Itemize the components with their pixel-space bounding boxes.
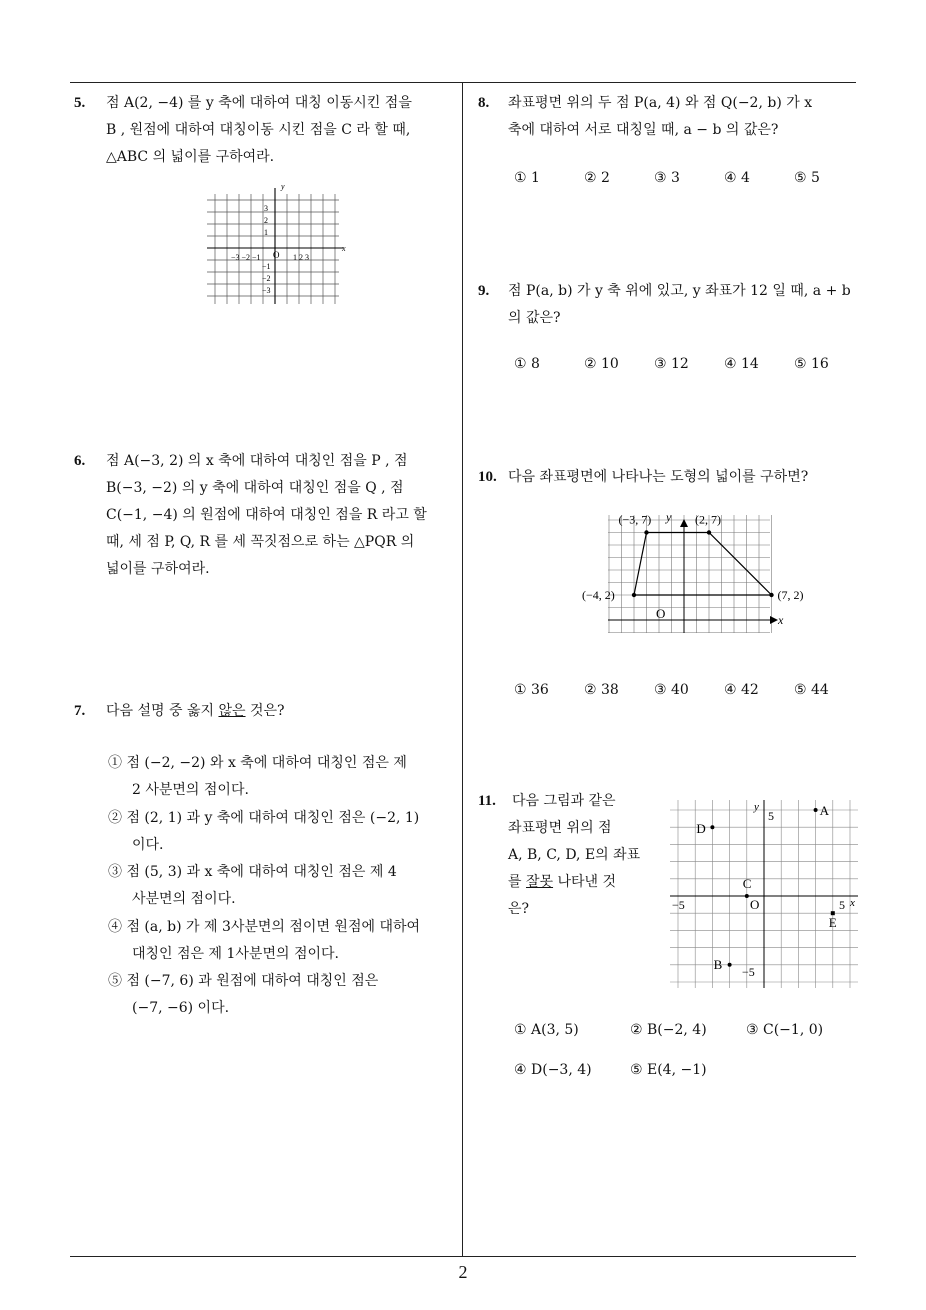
- point-label: A: [819, 803, 829, 818]
- point-A: [814, 808, 818, 812]
- stem-underlined: 않은: [218, 703, 246, 719]
- question-6: [74, 448, 454, 588]
- vertex-label: (−3, 7): [618, 512, 652, 527]
- choice-5[interactable]: ⑤ E(4, −1): [630, 1062, 707, 1078]
- q7-options: [108, 750, 448, 1030]
- x-axis-label: x: [342, 244, 346, 253]
- question-text-line: 때, 세 점 P, Q, R 를 세 꼭짓점으로 하는 △PQR 의: [106, 534, 415, 550]
- question-text-line: 축에 대하여 서로 대칭일 때, a − b 의 값은?: [508, 122, 779, 138]
- choice-5[interactable]: ⑤ 44: [794, 682, 829, 698]
- question-number: 5.: [74, 95, 86, 111]
- vertex-point: [632, 593, 636, 597]
- choice-2[interactable]: ② 2: [584, 170, 610, 186]
- x-axis-label: x: [778, 613, 784, 627]
- question-number: 7.: [74, 703, 86, 719]
- y-tick-label: −1: [262, 262, 271, 271]
- question-text-line: △ABC 의 넓이를 구하여라.: [106, 149, 275, 165]
- choice-1[interactable]: ① 36: [514, 682, 549, 698]
- question-text-line: 은?: [508, 901, 530, 917]
- vertex-point: [769, 593, 773, 597]
- y-tick-label: −3: [262, 286, 271, 295]
- option-text: ⑤ 점 (−7, 6) 과 원점에 대하여 대칭인 점은: [108, 973, 379, 989]
- option-3[interactable]: [108, 859, 397, 886]
- choice-4[interactable]: ④ 4: [724, 170, 750, 186]
- question-10: [478, 464, 858, 494]
- stem-text: 것은?: [245, 703, 285, 719]
- question-text-line: B , 원점에 대하여 대칭이동 시킨 점을 C 라 할 때,: [106, 122, 411, 138]
- y-axis-label: y: [754, 801, 759, 813]
- question-9: [478, 278, 858, 338]
- option-3-cont: [132, 886, 236, 913]
- x-tick-positive: 5: [839, 898, 845, 912]
- stem-text: 다음 설명 중 옳지: [106, 703, 219, 719]
- option-text: (−7, −6) 이다.: [132, 1000, 230, 1016]
- q11-coordinate-figure: [668, 798, 860, 990]
- point-label: B: [713, 956, 723, 972]
- question-text-line: 좌표평면 위의 점: [508, 820, 612, 836]
- option-4[interactable]: [108, 914, 420, 941]
- vertex-label: (2, 7): [695, 512, 721, 527]
- question-text-line: [508, 869, 616, 896]
- stem-underlined: 잘못: [525, 874, 554, 890]
- question-number: 11.: [478, 793, 496, 809]
- y-tick-positive: 5: [768, 809, 774, 823]
- question-text-line: C(−1, −4) 의 원점에 대하여 대칭인 점을 R 라고 할: [106, 507, 427, 523]
- origin-label: O: [750, 897, 760, 912]
- choice-5[interactable]: ⑤ 5: [794, 170, 820, 186]
- question-text-line: A, B, C, D, E의 좌표: [508, 847, 641, 863]
- choice-5[interactable]: ⑤ 16: [794, 356, 829, 372]
- vertex-point: [644, 530, 648, 534]
- option-5[interactable]: [108, 968, 378, 995]
- question-text-line: 다음 좌표평면에 나타나는 도형의 넓이를 구하면?: [508, 469, 809, 485]
- y-tick-label: 2: [264, 216, 268, 225]
- question-text-line: 좌표평면 위의 두 점 P(a, 4) 와 점 Q(−2, b) 가 x: [508, 95, 813, 111]
- question-number: 9.: [478, 283, 490, 299]
- x-axis-arrow: [770, 616, 778, 624]
- choice-2[interactable]: ② B(−2, 4): [630, 1022, 707, 1038]
- x-tick-labels-negative: −3 −2 −1: [231, 253, 261, 262]
- option-text: ④ 점 (a, b) 가 제 3사분면의 점이면 원점에 대하여: [108, 919, 421, 935]
- y-axis-label: y: [281, 182, 285, 191]
- question-stem: [106, 698, 285, 725]
- x-tick-labels-positive: 1 2 3: [293, 253, 309, 262]
- option-5-cont: [132, 995, 229, 1022]
- y-tick-label: −2: [262, 274, 271, 283]
- choice-1[interactable]: ① 1: [514, 170, 540, 186]
- question-text-line: B(−3, −2) 의 y 축에 대하여 대칭인 점을 Q , 점: [106, 480, 404, 496]
- question-8: [478, 90, 858, 150]
- top-rule: [70, 82, 856, 83]
- trapezoid-shape: [634, 533, 772, 596]
- stem-text: 를: [508, 874, 526, 890]
- choice-3[interactable]: ③ 40: [654, 682, 689, 698]
- point-B: [728, 963, 732, 967]
- page-number: 2: [458, 1262, 468, 1282]
- x-tick-negative: −5: [672, 898, 685, 912]
- question-number: 6.: [74, 453, 86, 469]
- y-tick-negative: −5: [742, 965, 755, 979]
- q5-coordinate-grid: [205, 180, 355, 308]
- option-1-cont: [132, 777, 249, 804]
- point-D: [710, 825, 714, 829]
- choice-3[interactable]: ③ 3: [654, 170, 680, 186]
- option-4-cont: [132, 941, 339, 968]
- option-text: ② 점 (2, 1) 과 y 축에 대하여 대칭인 점은 (−2, 1): [108, 810, 420, 826]
- option-2-cont: [132, 832, 164, 859]
- option-2[interactable]: [108, 805, 419, 832]
- point-C: [745, 894, 749, 898]
- choice-2[interactable]: ② 38: [584, 682, 619, 698]
- question-text-line: 점 P(a, b) 가 y 축 위에 있고, y 좌표가 12 일 때, a + b: [508, 283, 851, 299]
- choice-1[interactable]: ① 8: [514, 356, 540, 372]
- vertex-label: (−4, 2): [582, 588, 615, 602]
- question-text-line: 점 A(−3, 2) 의 x 축에 대하여 대칭인 점을 P , 점: [106, 453, 408, 469]
- option-text: ③ 점 (5, 3) 과 x 축에 대하여 대칭인 점은 제 4: [108, 864, 397, 880]
- question-text-line: 의 값은?: [508, 310, 561, 326]
- bottom-rule: [70, 1256, 856, 1257]
- q10-choices: [514, 682, 854, 702]
- y-tick-label: 3: [264, 204, 268, 213]
- point-label: D: [696, 821, 706, 837]
- vertex-point: [707, 530, 711, 534]
- q10-coordinate-figure: [560, 505, 804, 640]
- y-tick-label: 1: [264, 228, 268, 237]
- origin-label: O: [273, 250, 280, 260]
- question-text-line: 넓이를 구하여라.: [106, 561, 210, 577]
- option-1[interactable]: [108, 750, 407, 777]
- choice-3[interactable]: ③ C(−1, 0): [746, 1022, 824, 1038]
- question-number: 10.: [478, 469, 497, 485]
- question-number: 8.: [478, 95, 490, 111]
- choice-3[interactable]: ③ 12: [654, 356, 689, 372]
- q11-choices: [514, 1022, 854, 1092]
- option-text: 2 사분면의 점이다.: [132, 782, 249, 798]
- y-axis-label: y: [666, 510, 672, 524]
- q8-choices: [514, 170, 854, 190]
- origin-label: O: [656, 606, 666, 621]
- option-text: ① 점 (−2, −2) 와 x 축에 대하여 대칭인 점은 제: [108, 755, 407, 771]
- question-text-line: 다음 그림과 같은: [512, 793, 616, 809]
- choice-1[interactable]: ① A(3, 5): [514, 1022, 579, 1038]
- q9-choices: [514, 356, 854, 376]
- question-text-line: 점 A(2, −4) 를 y 축에 대하여 대칭 이동시킨 점을: [106, 95, 412, 111]
- choice-4[interactable]: ④ 14: [724, 356, 759, 372]
- option-text: 이다.: [132, 837, 164, 853]
- question-11: [478, 788, 658, 928]
- x-axis-label: x: [850, 897, 855, 909]
- stem-text: 나타낸 것: [553, 874, 617, 890]
- option-text: 사분면의 점이다.: [132, 891, 236, 907]
- point-label: C: [742, 876, 752, 891]
- option-text: 대칭인 점은 제 1사분면의 점이다.: [132, 946, 339, 962]
- choice-4[interactable]: ④ 42: [724, 682, 759, 698]
- column-divider: [462, 82, 463, 1257]
- point-label: E: [828, 915, 837, 931]
- choice-2[interactable]: ② 10: [584, 356, 619, 372]
- vertex-label: (7, 2): [777, 588, 804, 602]
- choice-4[interactable]: ④ D(−3, 4): [514, 1062, 592, 1078]
